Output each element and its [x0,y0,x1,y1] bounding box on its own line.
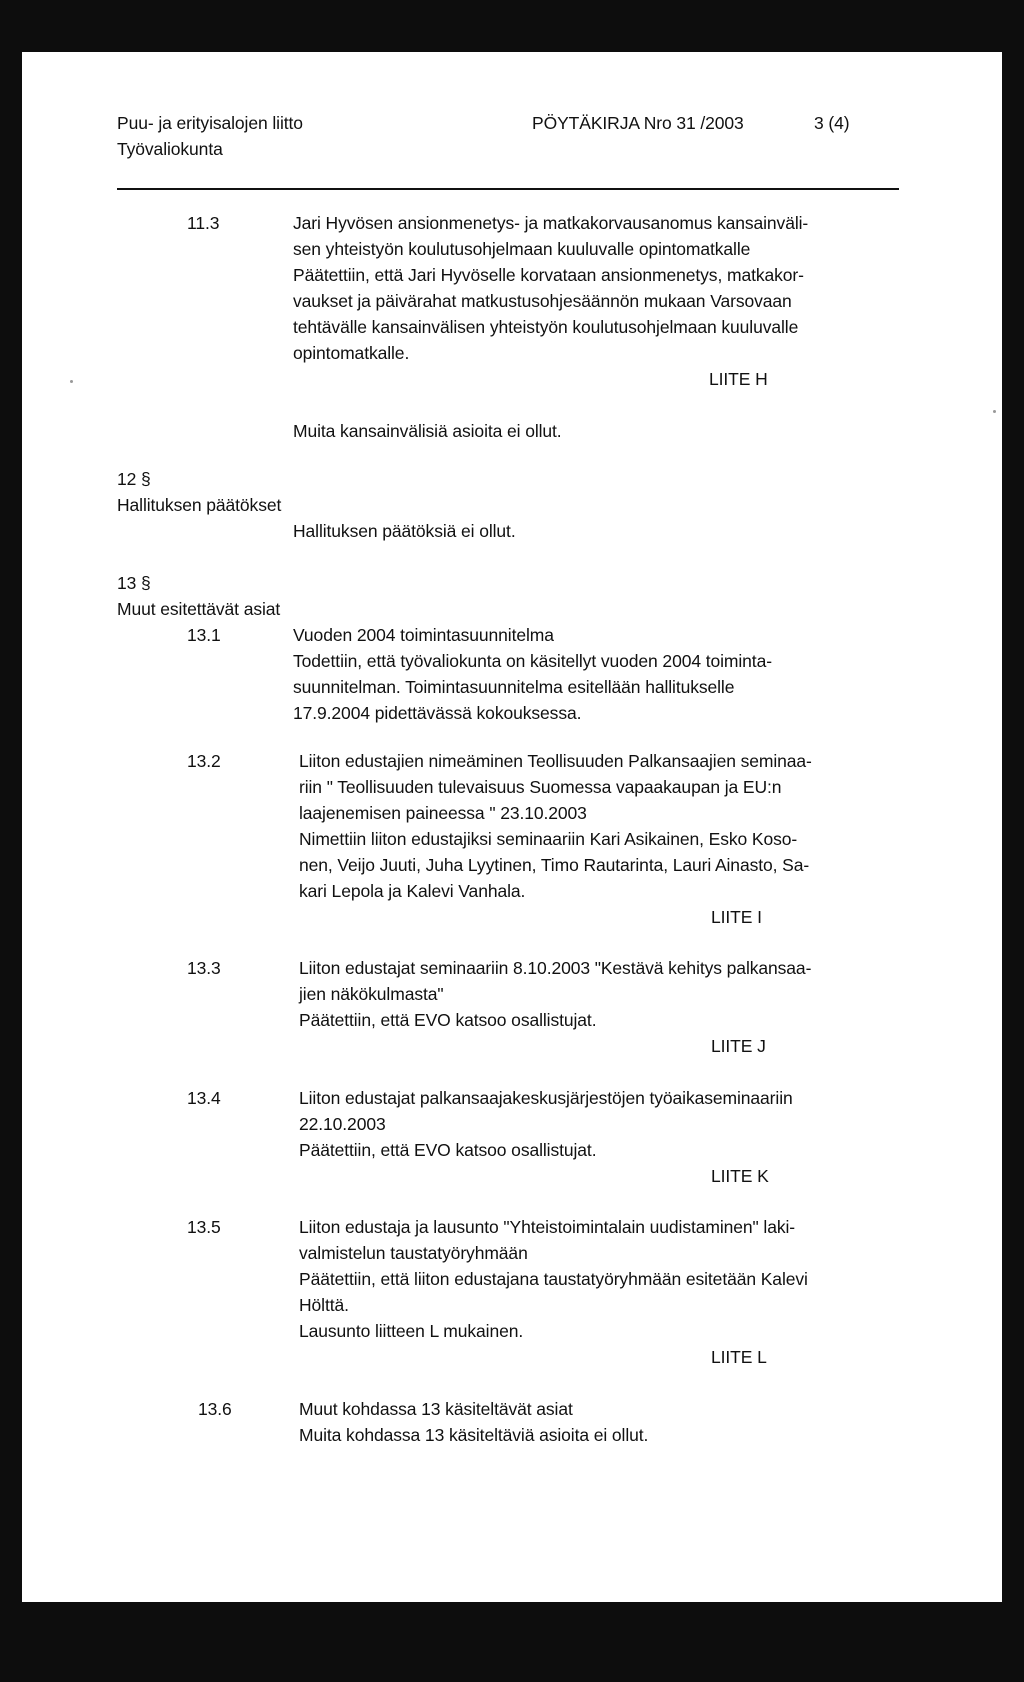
item-line: sen yhteistyön koulutusohjelmaan kuuluvalle opintomatkalle [293,239,751,259]
item-line: Todettiin, että työvaliokunta on käsitellyt vuoden 2004 toiminta- [293,651,772,671]
section-text: Hallituksen päätöksiä ei ollut. [293,521,516,541]
organization-name: Puu- ja erityisalojen liitto [117,113,303,133]
item-line: opintomatkalle. [293,343,410,363]
item-line: riin " Teollisuuden tulevaisuus Suomessa vapaakaupan ja EU:n [299,777,782,797]
attachment-label: LIITE K [711,1166,769,1186]
item-line: Jari Hyvösen ansionmenetys- ja matkakorvausanomus kansainväli- [293,213,809,233]
section-title: Hallituksen päätökset [117,495,282,515]
item-line: Päätettiin, että EVO katsoo osallistujat. [299,1140,597,1160]
item-number: 13.6 [198,1399,232,1419]
item-line: Nimettiin liiton edustajiksi seminaariin Kari Asikainen, Esko Koso- [299,829,798,849]
scan-speck [993,410,996,413]
item-line: 22.10.2003 [299,1114,386,1134]
organization-unit: Työvaliokunta [117,139,223,159]
document-title: PÖYTÄKIRJA Nro 31 /2003 [532,113,744,133]
item-line: Liiton edustajat palkansaajakeskusjärjestöjen työaikaseminaariin [299,1088,793,1108]
section-number: 13 § [117,573,151,593]
item-line: Muita kohdassa 13 käsiteltäviä asioita ei ollut. [299,1425,649,1445]
item-line: laajenemisen paineessa " 23.10.2003 [299,803,587,823]
item-line: vaukset ja päivärahat matkustusohjesäännön mukaan Varsovaan [293,291,792,311]
item-line: suunnitelman. Toimintasuunnitelma esitellään hallitukselle [293,677,735,697]
item-number: 13.1 [187,625,221,645]
item-number: 11.3 [187,213,220,233]
item-number: 13.3 [187,958,221,978]
section-title: Muut esitettävät asiat [117,599,281,619]
item-note: Muita kansainvälisiä asioita ei ollut. [293,421,562,441]
attachment-label: LIITE H [709,369,768,389]
item-line: Liiton edustajat seminaariin 8.10.2003 "Kestävä kehitys palkansaa- [299,958,812,978]
item-line: Vuoden 2004 toimintasuunnitelma [293,625,554,645]
item-line: Lausunto liitteen L mukainen. [299,1321,524,1341]
item-number: 13.2 [187,751,221,771]
page-number: 3 (4) [814,113,850,133]
item-line: Päätettiin, että Jari Hyvöselle korvataan ansionmenetys, matkakor- [293,265,804,285]
item-line: Muut kohdassa 13 käsiteltävät asiat [299,1399,573,1419]
header-divider [117,188,899,190]
item-line: 17.9.2004 pidettävässä kokouksessa. [293,703,582,723]
attachment-label: LIITE I [711,907,762,927]
item-line: valmistelun taustatyöryhmään [299,1243,528,1263]
item-line: Päätettiin, että liiton edustajana taustatyöryhmään esitetään Kalevi [299,1269,808,1289]
section-number: 12 § [117,469,151,489]
item-line: Hölttä. [299,1295,349,1315]
item-number: 13.4 [187,1088,221,1108]
item-line: tehtävälle kansainvälisen yhteistyön koulutusohjelmaan kuuluvalle [293,317,799,337]
item-number: 13.5 [187,1217,221,1237]
item-line: kari Lepola ja Kalevi Vanhala. [299,881,526,901]
attachment-label: LIITE L [711,1347,767,1367]
item-line: Liiton edustaja ja lausunto "Yhteistoimintalain uudistaminen" laki- [299,1217,796,1237]
item-line: jien näkökulmasta" [299,984,444,1004]
item-line: Päätettiin, että EVO katsoo osallistujat. [299,1010,597,1030]
scan-speck [70,380,73,383]
attachment-label: LIITE J [711,1036,766,1056]
item-line: Liiton edustajien nimeäminen Teollisuuden Palkansaajien seminaa- [299,751,812,771]
item-line: nen, Veijo Juuti, Juha Lyytinen, Timo Rautarinta, Lauri Ainasto, Sa- [299,855,810,875]
